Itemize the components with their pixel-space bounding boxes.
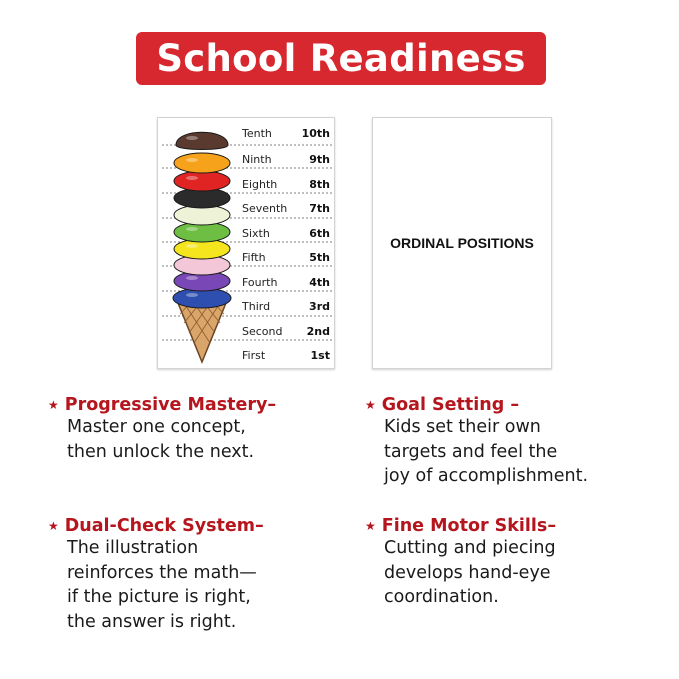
ordinal-number: 9th: [309, 152, 330, 166]
waffle-cone: [178, 303, 226, 362]
ordinal-cone-card: [157, 117, 335, 369]
feature-heading: [48, 395, 276, 415]
ordinal-number: 1st: [310, 348, 330, 362]
ordinal-word: First: [242, 348, 266, 362]
scoop-stack: [173, 132, 231, 308]
feature-heading: [48, 516, 264, 536]
ordinal-row-fourth: [242, 272, 330, 292]
ordinal-number: 5th: [309, 250, 330, 264]
ordinal-word: Third: [242, 299, 271, 313]
ordinal-row-fifth: [242, 247, 330, 267]
feature-title: Progressive Mastery–: [64, 395, 277, 415]
ordinal-row-first: [242, 345, 330, 365]
feature-title: Fine Motor Skills–: [381, 516, 557, 536]
page-title: School Readiness: [156, 37, 526, 80]
ordinal-word: Seventh: [242, 201, 288, 215]
ordinal-positions-card: [372, 117, 552, 369]
title-banner: [136, 32, 546, 85]
feature-title: Dual-Check System–: [64, 516, 264, 536]
feature-fine-motor-skills: [365, 516, 556, 610]
card-title: ORDINAL POSITIONS: [390, 235, 534, 251]
description-line: Cutting and piecing: [384, 538, 556, 558]
ordinal-number: 6th: [309, 226, 330, 240]
scoop-eighth: [174, 171, 230, 191]
star-icon: ★: [365, 398, 376, 412]
scoop-ninth: [174, 153, 230, 173]
ordinal-row-seventh: [242, 198, 330, 218]
ordinal-number: 4th: [309, 275, 330, 289]
ordinal-row-sixth: [242, 223, 330, 243]
ordinal-word: Eighth: [242, 177, 278, 191]
description-line: targets and feel the: [384, 441, 558, 462]
ordinal-row-third: [242, 296, 330, 316]
description-line: coordination.: [384, 587, 499, 607]
feature-heading: [365, 395, 588, 415]
ordinal-number: 7th: [309, 201, 330, 215]
scoop-tenth: [176, 132, 228, 149]
ordinal-word: Tenth: [242, 126, 272, 140]
ordinal-number: 8th: [309, 177, 330, 191]
feature-dual-check-system: [48, 516, 264, 634]
feature-progressive-mastery: [48, 395, 276, 464]
ordinal-word: Fourth: [242, 275, 278, 289]
description-line: The illustration: [67, 538, 199, 558]
feature-description: [365, 415, 588, 489]
ordinal-row-ninth: [242, 149, 330, 169]
ordinal-row-second: [242, 321, 330, 341]
ordinal-number: 3rd: [309, 299, 330, 313]
ordinal-row-tenth: [242, 123, 330, 143]
feature-heading: [365, 516, 556, 536]
feature-description: [48, 536, 264, 634]
star-icon: ★: [365, 519, 376, 533]
description-line: develops hand-eye: [384, 562, 551, 583]
star-icon: ★: [48, 519, 59, 533]
description-line: then unlock the next.: [67, 441, 255, 462]
description-line: the answer is right.: [67, 611, 237, 632]
description-line: reinforces the math—: [67, 562, 257, 583]
description-line: Kids set their own: [384, 417, 541, 437]
ordinal-row-eighth: [242, 174, 330, 194]
description-line: joy of accomplishment.: [384, 466, 589, 486]
star-icon: ★: [48, 398, 59, 412]
ordinal-word: Sixth: [242, 226, 270, 240]
description-line: if the picture is right,: [67, 587, 251, 607]
ordinal-number: 10th: [301, 126, 330, 140]
feature-description: [365, 536, 556, 610]
ordinal-number: 2nd: [306, 324, 330, 338]
feature-title: Goal Setting –: [381, 395, 520, 415]
feature-goal-setting: [365, 395, 588, 489]
feature-description: [48, 415, 276, 464]
ordinal-word: Fifth: [242, 250, 266, 264]
ordinal-word: Ninth: [242, 152, 272, 166]
description-line: Master one concept,: [67, 417, 246, 437]
ordinal-word: Second: [242, 324, 283, 338]
